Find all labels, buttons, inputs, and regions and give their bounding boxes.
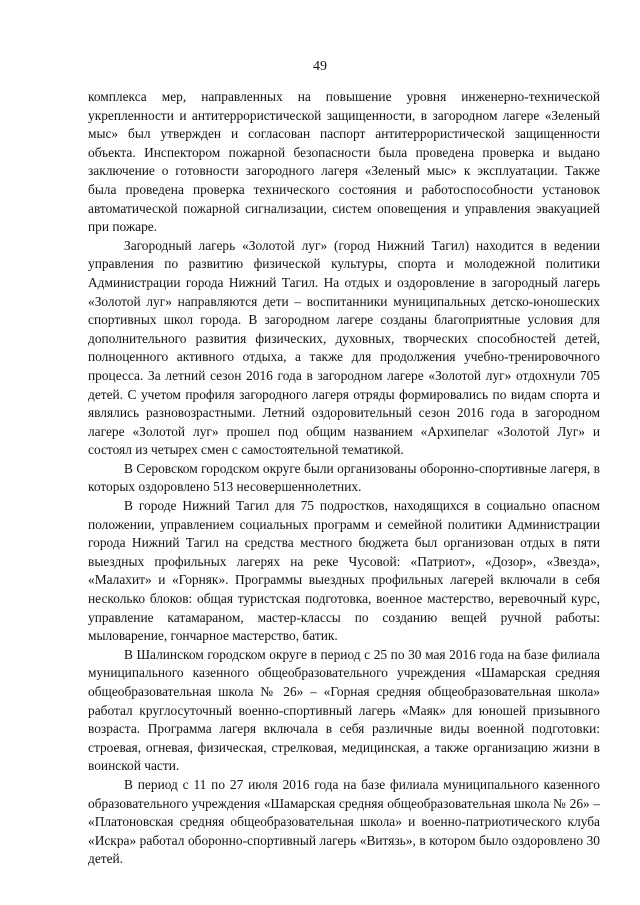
- paragraph-vityaz: В период с 11 по 27 июля 2016 года на базе филиала муниципального казенного образовательного учреждения «Шамарская средняя общеобразовательная школа № 26» – «Платоновская средняя общеобразовательная школа» и военно-патриотического клуба «Искра» работал оборонно-спортивный лагерь «Витязь», в котором было оздоровлено 30 детей.: [88, 776, 600, 867]
- page-number: 49: [313, 59, 327, 74]
- paragraph-nizhny-tagil-camps: В городе Нижний Тагил для 75 подростков, находящихся в социально опасном положении, управлением социальных программ и семейной политики Администрации города Нижний Тагил на средства местного бюджета был организован отдых в пяти выездных профильных лагерях на реке Чусовой: «Патриот», «Дозор», «Звезда», «Малахит» и «Горняк». Программы выездных профильных лагерей включали в себя несколько блоков: общая туристская подготовка, военное мастерство, веревочный курс, управление катамараном, мастер-классы по созданию вещей ручной работы: мыловарение, гончарное мастерство, батик.: [88, 498, 600, 644]
- paragraph-shalinsky-mayak: В Шалинском городском округе в период с 25 по 30 мая 2016 года на базе филиала муниципального казенного общеобразовательного учреждения «Шамарская средняя общеобразовательная школа № 26» – «Горная средняя общеобразовательная школа» работал круглосуточный военно-спортивный лагерь «Маяк» для юношей призывного возраста. Программа лагеря включала в себя различные виды военной подготовки: строевая, огневая, физическая, стрелковая, медицинская, а также организацию жизни в воинской части.: [88, 646, 600, 774]
- paragraph-serov: В Серовском городском округе были организованы оборонно-спортивные лагеря, в которых оздоровлено 513 несовершеннолетних.: [88, 460, 600, 495]
- paragraph-zolotoy-lug: Загородный лагерь «Золотой луг» (город Нижний Тагил) находится в ведении управления по развитию физической культуры, спорта и молодежной политики Администрации города Нижний Тагил. На отдых и оздоровление в загородный лагерь «Золотой луг» направляются дети – воспитанники муниципальных детско-юношеских спортивных школ города. В загородном лагере созданы благоприятные условия для дополнительного развития физических, духовных, творческих способностей детей, полноценного активного отдыха, а также для продолжения учебно-тренировочного процесса. За летний сезон 2016 года в загородном лагере «Золотой луг» отдохнули 705 детей. С учетом профиля загородного лагеря отряды формировались по видам спорта и являлись разновозрастными. Летний оздоровительный сезон 2016 года в загородном лагере «Золотой луг» прошел под общим названием «Архипелаг «Золотой Луг» и состоял из четырех смен с самостоятельной тематикой.: [88, 237, 600, 458]
- document-body: [88, 88, 600, 869]
- paragraph-continuation: комплекса мер, направленных на повышение уровня инженерно-технической укрепленности и антитеррористической защищенности, в загородном лагере «Зеленый мыс» был утвержден и согласован паспорт антитеррористической защищенности объекта. Инспектором пожарной безопасности была проведена проверка и выдано заключение о готовности загородного лагеря «Зеленый мыс» к эксплуатации. Также была проведена проверка технического состояния и работоспособности установок автоматической пожарной сигнализации, систем оповещения и управления эвакуацией при пожаре.: [88, 89, 600, 235]
